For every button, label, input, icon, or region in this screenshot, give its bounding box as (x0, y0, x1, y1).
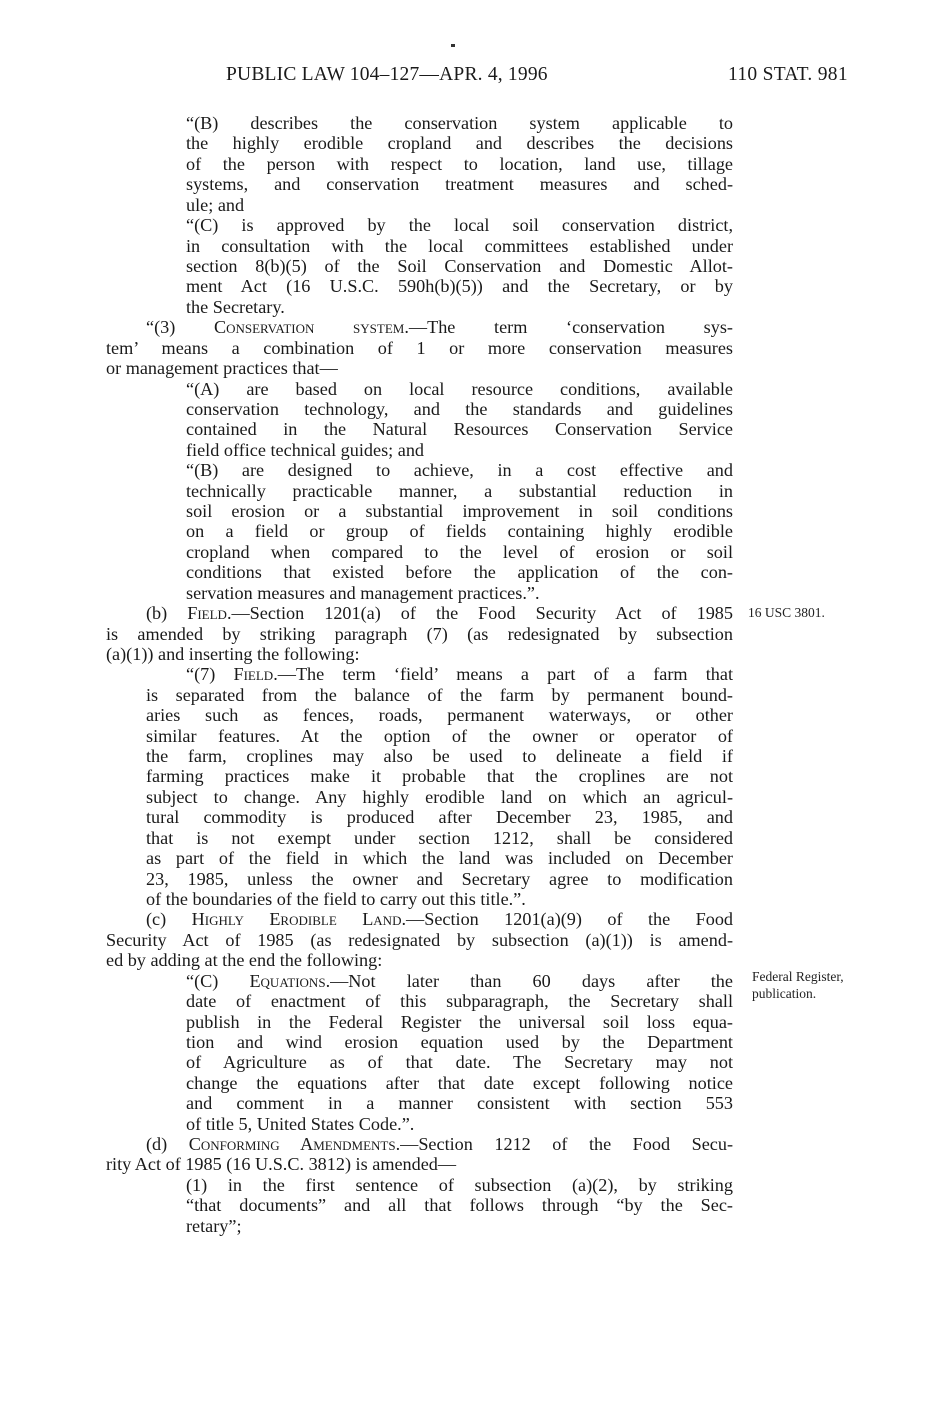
text-line (146, 705, 733, 725)
line-prefix: (c) (146, 909, 192, 930)
text-line (186, 583, 733, 603)
line-text: farming practices make it probable that the croplines are not (146, 766, 733, 787)
line-text: .—Not later than 60 days after the (325, 970, 733, 991)
line-text: .—Section 1201(a)(9) of the Food (401, 909, 734, 930)
line-text: tural commodity is produced after December 23, 1985, and (146, 807, 733, 828)
text-line (186, 460, 733, 480)
page-header-title: PUBLIC LAW 104–127—APR. 4, 1996 (226, 64, 548, 85)
line-text: systems, and conservation treatment measures and sched- (186, 174, 733, 195)
text-line (146, 909, 733, 929)
line-text: the farm, croplines may also be used to delineate a field if (146, 746, 733, 766)
line-text: “(C) is approved by the local soil conservation district, (186, 215, 733, 236)
text-line (146, 889, 733, 909)
text-line (186, 256, 733, 276)
margin-note-usc: 16 USC 3801. (748, 605, 825, 620)
line-text: “(A) are based on local resource conditions, available (186, 378, 733, 399)
text-line (146, 787, 733, 807)
line-text: the highly erodible cropland and describes the decisions (186, 133, 733, 154)
line-text: of the boundaries of the field to carry out this title.”. (146, 889, 526, 909)
line-prefix: (d) (146, 1134, 189, 1154)
line-text: on a field or group of fields containing highly erodible (186, 521, 733, 542)
text-line (186, 113, 733, 133)
text-line (186, 1052, 733, 1072)
line-text: technically practicable manner, a substantial reduction in (186, 480, 733, 501)
text-line (186, 1093, 733, 1113)
text-line (186, 1195, 733, 1215)
line-text: ule; and (186, 194, 245, 215)
text-line (186, 154, 733, 174)
text-line (186, 1114, 733, 1134)
line-text: “that documents” and all that follows through “by the Sec- (186, 1195, 733, 1216)
text-line (186, 501, 733, 521)
line-text: as part of the field in which the land was included on December (146, 848, 733, 869)
text-line (186, 1073, 733, 1093)
line-text: Security Act of 1985 (as redesignated by subsection (a)(1)) is amend- (106, 929, 733, 950)
text-line (146, 603, 733, 623)
text-line (186, 1012, 733, 1032)
section-heading: Equations (249, 970, 326, 991)
line-text: servation measures and management practices.”. (186, 582, 540, 603)
text-line (146, 848, 733, 868)
line-prefix: “(7) (186, 664, 234, 685)
line-text: publish in the Federal Register the universal soil loss equa- (186, 1011, 733, 1032)
line-text: and comment in a manner consistent with section 553 (186, 1093, 733, 1114)
text-line (106, 624, 733, 644)
line-text: or management practices that— (106, 358, 338, 378)
text-line (106, 930, 733, 950)
line-text: (a)(1)) and inserting the following: (106, 643, 360, 664)
line-text: retary”; (186, 1215, 242, 1236)
text-line (186, 971, 733, 991)
text-line (186, 521, 733, 541)
line-text: similar features. At the option of the owner or operator of (146, 725, 733, 746)
line-text: of the person with respect to location, land use, tillage (186, 153, 733, 174)
text-line (146, 1134, 733, 1154)
text-line (186, 399, 733, 419)
text-line (186, 542, 733, 562)
line-text: of title 5, United States Code.”. (186, 1113, 415, 1134)
line-text: .—Section 1201(a) of the Food Security Act of 1985 (226, 603, 733, 624)
margin-note-federal-register: Federal Register, (752, 969, 844, 984)
line-text: section 8(b)(5) of the Soil Conservation and Domestic Allot- (186, 255, 733, 276)
line-text: in consultation with the local committees established under (186, 235, 733, 256)
line-prefix: (b) (146, 603, 188, 624)
page-header-stat: 110 STAT. 981 (728, 64, 848, 85)
text-line (146, 317, 733, 337)
section-heading: Conservation system (213, 317, 405, 338)
line-text: “(B) are designed to achieve, in a cost effective and (186, 460, 733, 481)
text-line (146, 869, 733, 889)
text-line (146, 685, 733, 705)
line-text: soil erosion or a substantial improvement in soil conditions (186, 501, 733, 521)
text-line (186, 195, 733, 215)
text-line (186, 133, 733, 153)
line-text: 23, 1985, unless the owner and Secretary agree to modification (146, 868, 733, 889)
text-line (186, 481, 733, 501)
line-text: the Secretary. (186, 296, 285, 317)
header-mark (451, 44, 455, 47)
line-text: field office technical guides; and (186, 439, 425, 460)
line-text: tem’ means a combination of 1 or more conservation measures (106, 337, 733, 358)
line-text: .—Section 1212 of the Food Secu- (395, 1134, 733, 1154)
line-text: is separated from the balance of the farm by permanent bound- (146, 684, 733, 705)
line-prefix: “(3) (146, 317, 214, 338)
margin-note-publication: publication. (752, 986, 817, 1001)
section-heading: Field (187, 603, 227, 624)
text-line (146, 726, 733, 746)
text-line (186, 174, 733, 194)
line-text: subject to change. Any highly erodible land on which an agricul- (146, 786, 733, 807)
text-line (146, 828, 733, 848)
line-text: ment Act (16 U.S.C. 590h(b)(5)) and the Secretary, or by (186, 276, 733, 297)
line-text: of Agriculture as of that date. The Secretary may not (186, 1052, 733, 1073)
text-line (186, 297, 733, 317)
line-text: .—The term ‘conservation sys- (404, 317, 733, 338)
section-heading: Conforming Amendments (188, 1134, 396, 1154)
text-line (146, 746, 733, 766)
line-text: that is not exempt under section 1212, shall be considered (146, 827, 733, 848)
line-text: date of enactment of this subparagraph, the Secretary shall (186, 991, 733, 1012)
line-text: is amended by striking paragraph (7) (as redesignated by subsection (106, 623, 733, 644)
text-line (186, 664, 733, 684)
text-line (186, 1032, 733, 1052)
text-line (106, 338, 733, 358)
line-text: .—The term ‘field’ means a part of a farm that (273, 664, 734, 685)
text-line (146, 807, 733, 827)
text-line (186, 991, 733, 1011)
line-text: change the equations after that date except following notice (186, 1072, 733, 1093)
line-text: conservation technology, and the standards and guidelines (186, 398, 733, 419)
section-heading: Highly Erodible Land (191, 909, 402, 930)
line-text: conditions that existed before the application of the con- (186, 562, 733, 583)
text-line (186, 419, 733, 439)
text-line (186, 562, 733, 582)
text-line (146, 766, 733, 786)
text-line (106, 1154, 733, 1174)
line-text: cropland when compared to the level of erosion or soil (186, 541, 733, 562)
text-line (186, 215, 733, 235)
section-heading: Field (233, 664, 274, 685)
text-line (186, 1216, 733, 1236)
line-text: aries such as fences, roads, permanent waterways, or other (146, 705, 733, 726)
line-text: “(B) describes the conservation system applicable to (186, 113, 733, 133)
text-line (186, 1175, 733, 1195)
line-prefix: “(C) (186, 970, 250, 991)
text-line (106, 950, 733, 970)
text-line (106, 644, 733, 664)
text-line (106, 358, 733, 378)
line-text: ed by adding at the end the following: (106, 950, 383, 971)
line-text: contained in the Natural Resources Conservation Service (186, 419, 733, 440)
line-text: tion and wind erosion equation used by the Department (186, 1031, 733, 1052)
line-text: (1) in the first sentence of subsection (a)(2), by striking (186, 1174, 733, 1195)
text-line (186, 379, 733, 399)
line-text: rity Act of 1985 (16 U.S.C. 3812) is amended— (106, 1154, 457, 1175)
text-line (186, 276, 733, 296)
text-line (186, 440, 733, 460)
text-line (186, 236, 733, 256)
